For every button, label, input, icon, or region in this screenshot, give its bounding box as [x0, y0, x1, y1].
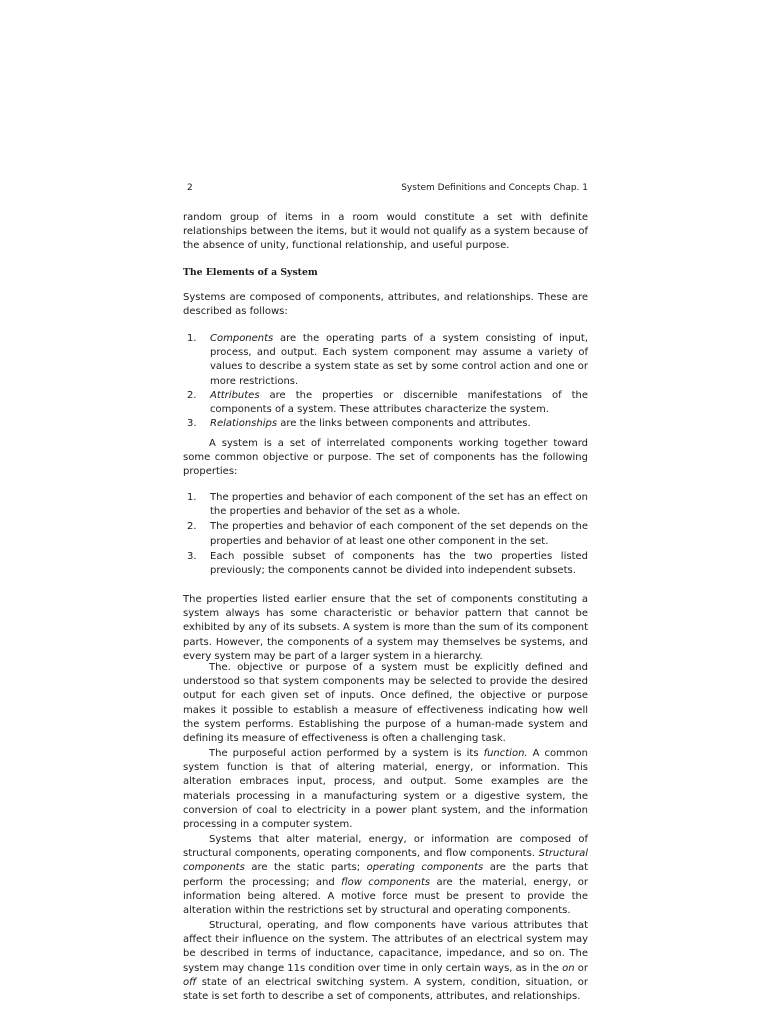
- definition: are the operating parts of a system consisting of input, process, and output. Each system component may assume a variety of values to describe a system state as set by some control action and one or more restrictions.: [210, 333, 588, 387]
- paragraph-attributes: Structural, operating, and flow components have various attributes that affect their influence on the system. The attributes of an electrical system may be described in terms of inductance, capacitance, impedance, and so on. The system may change 11s condition over time in only certain ways, as in the on or off state of an electrical switching system. A system, condition, situation, or state is set forth to describe a set of components, attributes, and relationships.: [183, 920, 588, 1003]
- term: Components: [210, 333, 274, 344]
- term: Relationships: [210, 418, 278, 430]
- list-item: [183, 417, 588, 431]
- page-number: 2: [187, 183, 193, 193]
- list-text: The properties and behavior of each component of the set depends on the properties and behavior of at least one other component in the set.: [210, 521, 588, 547]
- list-item: [183, 389, 588, 417]
- term: Attributes: [210, 389, 260, 401]
- paragraph-components: Systems that alter material, energy, or information are composed of structural components, operating components, and flow components. Structural components are the static parts; operating components are the parts that perform the processing; and flow components are the material, energy, or information being altered. A motive force must be present to provide the alteration within the restrictions set by structural and operating components.: [183, 834, 588, 917]
- section-heading: The Elements of a System: [183, 267, 318, 278]
- list-text: The properties and behavior of each component of the set has an effect on the properties and behavior of the set as a whole.: [210, 492, 588, 518]
- list-item: [183, 550, 588, 578]
- paragraph-objective: The. objective or purpose of a system must be explicitly defined and understood so that system components may be selected to provide the desired output for each given set of inputs. Once defined, the objective or purpose makes it possible to establish a measure of effectiveness indicating how well the system performs. Establishing the purpose of a human-made system and defining its measure of effectiveness is often a challenging task.: [183, 662, 588, 745]
- list-number: 3.: [187, 418, 197, 430]
- paragraph-function: The purposeful action performed by a system is its function. A common system function is that of altering material, energy, or information. This alteration embraces input, process, and output. Some examples are the materials processing in a manufacturing system or a digestive system, the conversion of coal to electricity in a power plant system, and the information processing in a computer system.: [183, 748, 588, 831]
- properties-list: [183, 491, 588, 579]
- paragraph-intro-continued: random group of items in a room would constitute a set with definite relationships between the items, but it would not qualify as a system because of the absence of unity, functional relationship, and useful purpose.: [183, 212, 588, 252]
- paragraph-system-definition: A system is a set of interrelated components working together toward some common objective or purpose. The set of components has the following properties:: [183, 438, 588, 478]
- elements-list: [183, 332, 588, 431]
- paragraph-properties-explained: The properties listed earlier ensure that the set of components constituting a system always has some characteristic or behavior pattern that cannot be exhibited by any of its subsets. A system is more than the sum of its component parts. However, the components of a system may themselves be systems, and every system may be part of a larger system in a hierarchy.: [183, 594, 588, 662]
- running-title: System Definitions and Concepts Chap. 1: [401, 183, 588, 193]
- list-item: [183, 520, 588, 548]
- list-number: 2.: [187, 521, 197, 533]
- list-number: 1.: [187, 492, 197, 503]
- paragraph-elements-intro: Systems are composed of components, attributes, and relationships. These are described as follows:: [183, 292, 588, 318]
- list-item: [183, 491, 588, 519]
- list-number: 2.: [187, 389, 197, 401]
- definition: are the links between components and attributes.: [277, 418, 531, 430]
- running-header: [183, 182, 588, 194]
- list-number: 3.: [187, 550, 197, 562]
- definition: are the properties or discernible manifestations of the components of a system. These attributes characterize the system.: [210, 389, 588, 416]
- list-text: Each possible subset of components has the two properties listed previously; the components cannot be divided into independent subsets.: [210, 550, 588, 577]
- list-number: 1.: [187, 333, 197, 344]
- list-item: [183, 332, 588, 389]
